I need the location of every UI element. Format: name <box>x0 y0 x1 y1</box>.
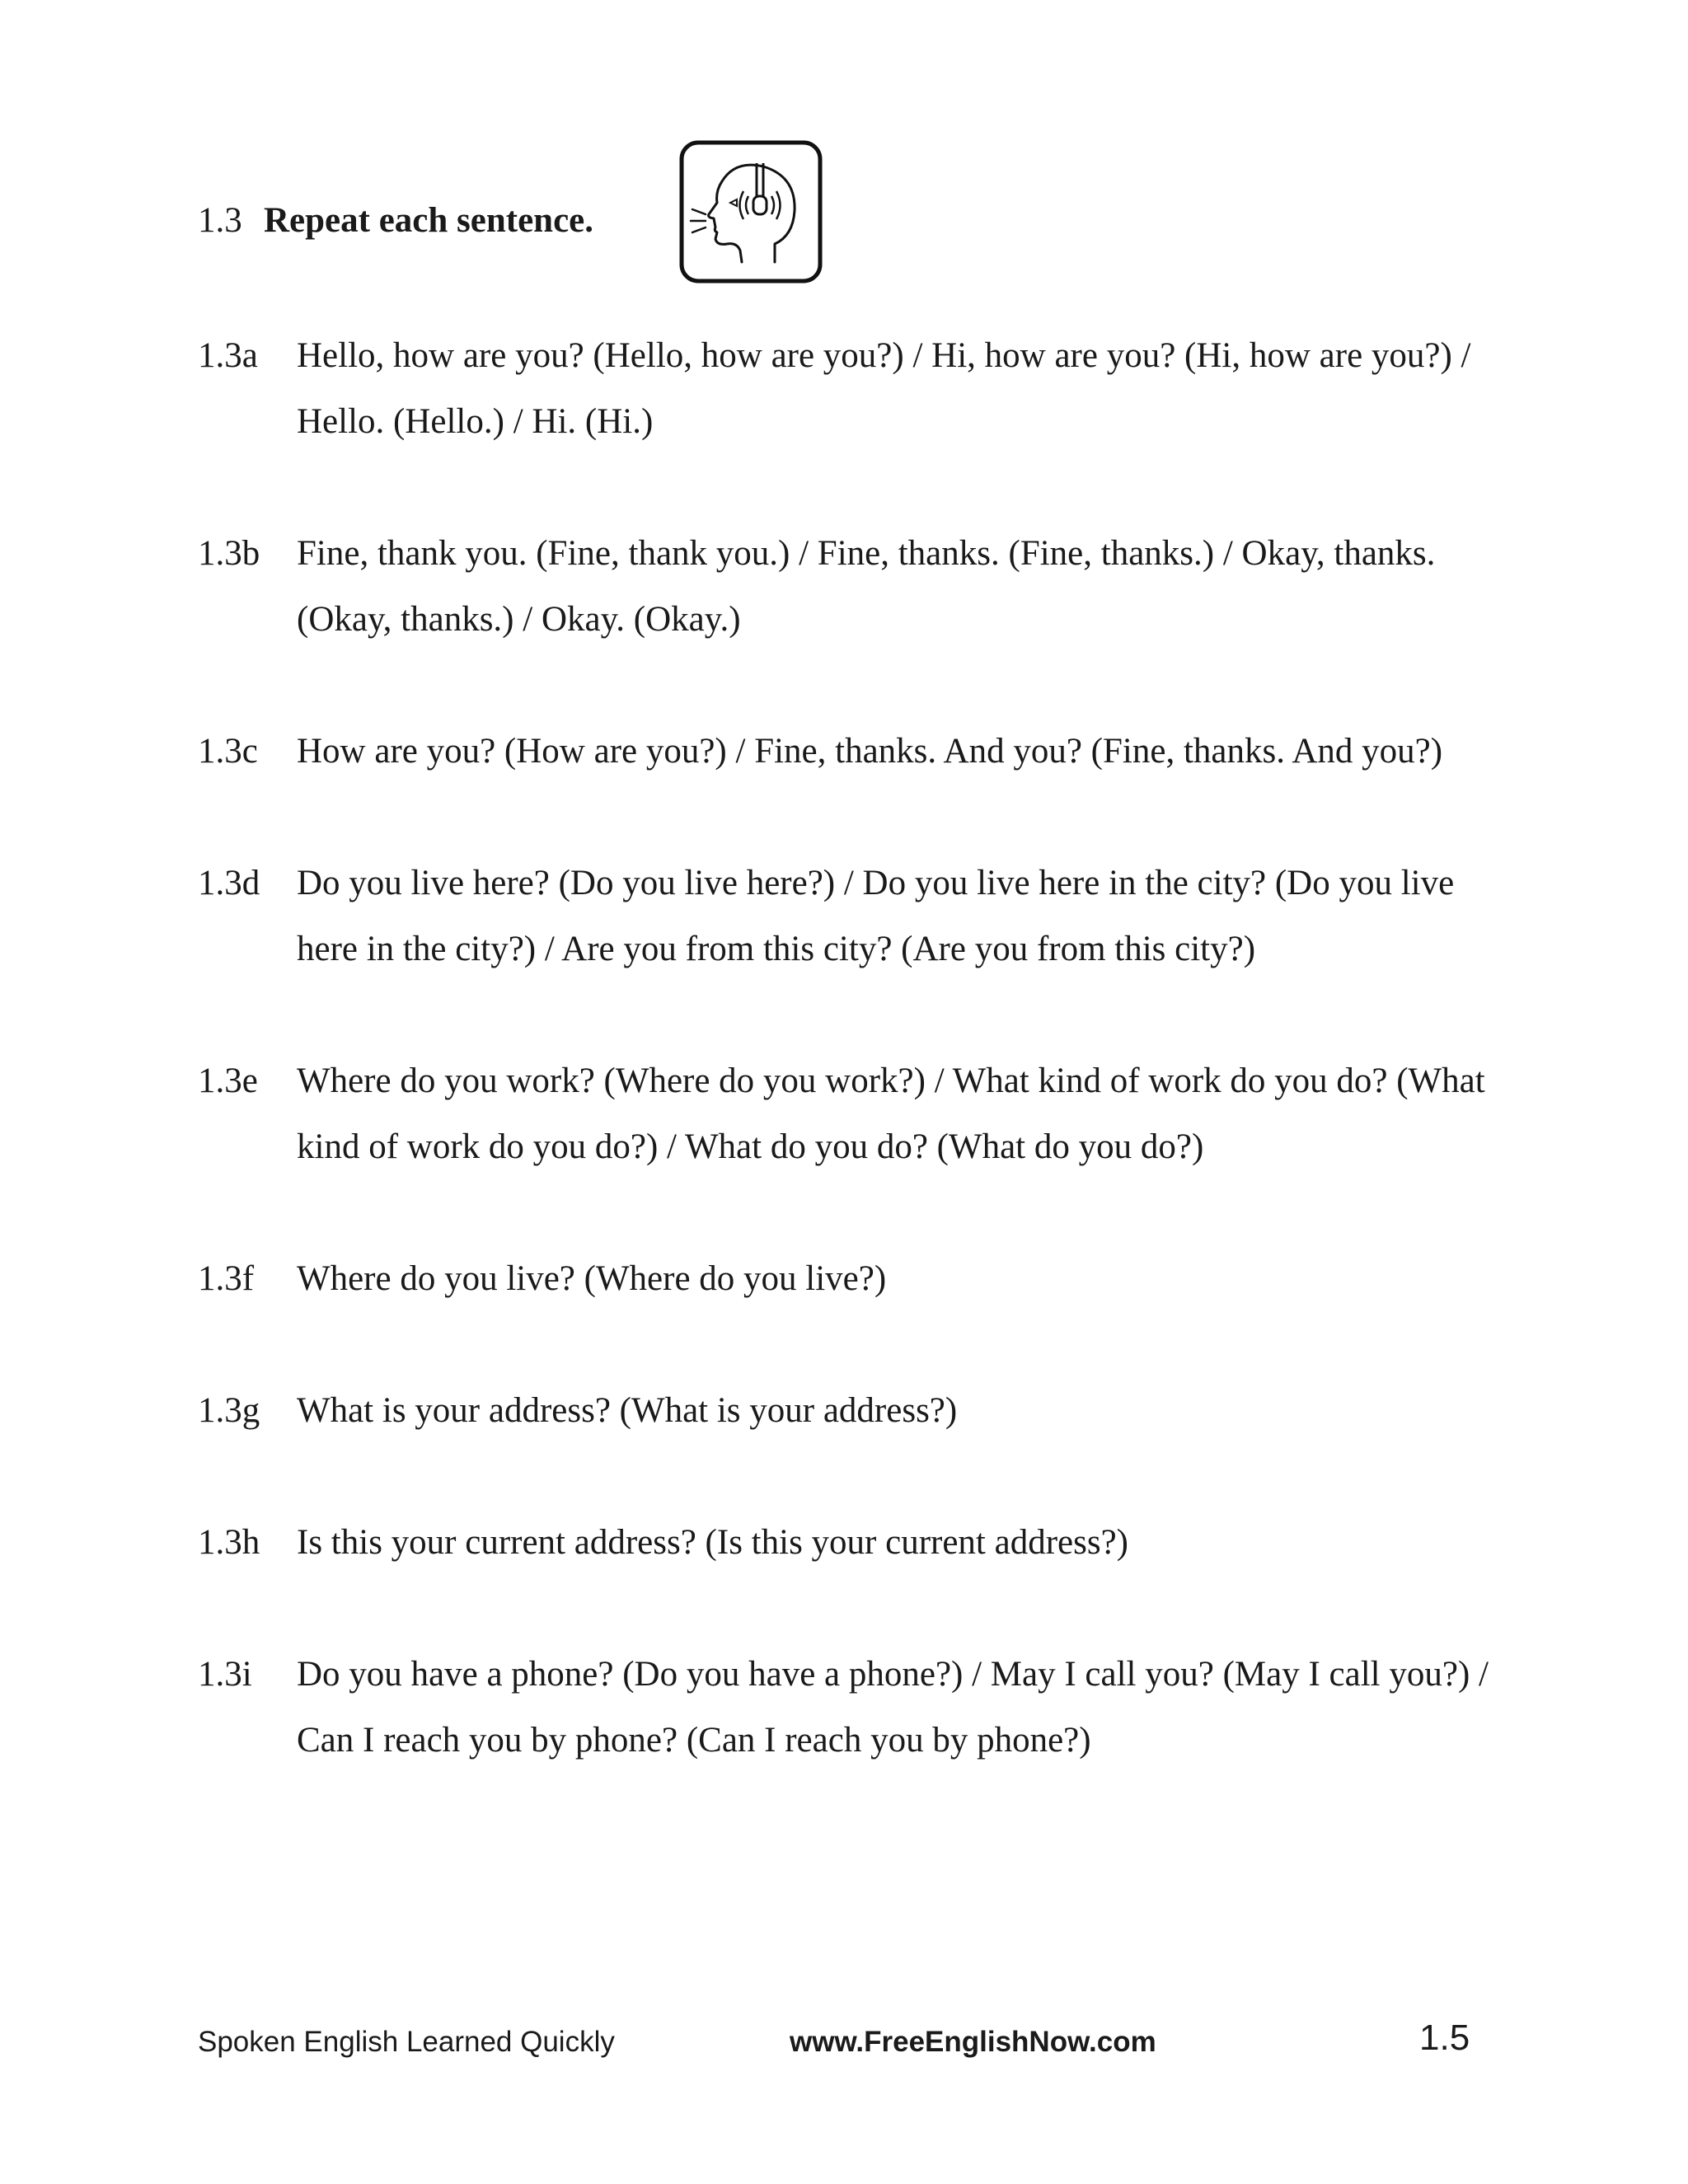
item-label: 1.3g <box>198 1391 260 1430</box>
section-header <box>198 198 593 244</box>
section-number: 1.3 <box>198 201 242 240</box>
list-item <box>198 323 1500 455</box>
footer-page-number: 1.5 <box>1419 2018 1470 2058</box>
list-item <box>198 1246 1500 1312</box>
footer-book-title: Spoken English Learned Quickly <box>198 2026 615 2058</box>
item-text: Fine, thank you. (Fine, thank you.) / Fine, thanks. (Fine, thanks.) / Okay, thanks. (Okay, thanks.) / Okay. (Okay.) <box>297 534 1436 639</box>
item-text: How are you? (How are you?) / Fine, thanks. And you? (Fine, thanks. And you?) <box>297 732 1443 771</box>
item-label: 1.3h <box>198 1523 260 1562</box>
item-text: Where do you live? (Where do you live?) <box>297 1259 887 1298</box>
list-item <box>198 521 1500 653</box>
item-label: 1.3f <box>198 1259 255 1298</box>
item-label: 1.3i <box>198 1655 252 1694</box>
footer-website: www.FreeEnglishNow.com <box>790 2026 1156 2058</box>
list-item <box>198 1048 1500 1180</box>
item-text: Do you live here? (Do you live here?) / Do you live here in the city? (Do you live here in the city?) / Are you from this city? (Are you from this city?) <box>297 864 1455 968</box>
head-speaking-headphones-icon <box>678 138 824 285</box>
list-item <box>198 719 1500 785</box>
list-item <box>198 1378 1500 1444</box>
item-text: Is this your current address? (Is this your current address?) <box>297 1523 1128 1562</box>
list-item <box>198 1642 1500 1774</box>
item-text: Do you have a phone? (Do you have a phone?) / May I call you? (May I call you?) / Can I reach you by phone? (Can I reach you by phone?) <box>297 1655 1489 1760</box>
sentence-list <box>198 323 1500 1774</box>
list-item <box>198 851 1500 982</box>
section-title: Repeat each sentence. <box>264 201 594 240</box>
item-label: 1.3c <box>198 732 258 771</box>
item-label: 1.3e <box>198 1062 258 1100</box>
item-label: 1.3a <box>198 336 258 375</box>
item-text: Hello, how are you? (Hello, how are you?) / Hi, how are you? (Hi, how are you?) / Hello. (Hello.) / Hi. (Hi.) <box>297 336 1471 441</box>
item-text: What is your address? (What is your address?) <box>297 1391 958 1430</box>
list-item <box>198 1510 1500 1576</box>
item-label: 1.3d <box>198 864 260 902</box>
item-label: 1.3b <box>198 534 260 573</box>
item-text: Where do you work? (Where do you work?) / What kind of work do you do? (What kind of work do you do?) / What do you do? (What do you do?) <box>297 1062 1485 1166</box>
